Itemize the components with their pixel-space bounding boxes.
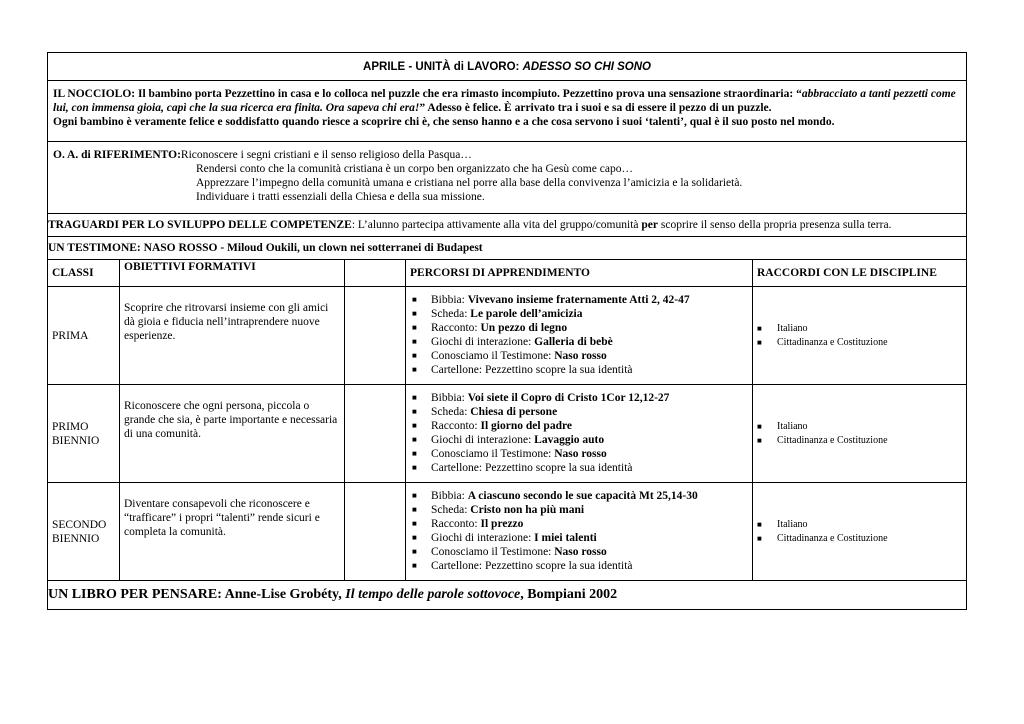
oa-item: Individuare i tratti essenziali della Chiesa e della sua missione.: [196, 191, 485, 203]
bullet-icon: ■: [412, 449, 417, 458]
bullet-icon: ■: [757, 337, 762, 347]
unit-title-prefix: APRILE - UNITÀ di LAVORO:: [363, 60, 523, 73]
bullet-icon: ■: [412, 309, 417, 318]
list-item: ■ Racconto: Il prezzo: [412, 518, 524, 530]
class-percorsi: [406, 385, 753, 483]
bullet-icon: ■: [412, 407, 417, 416]
raccordi-list: [753, 518, 966, 546]
list-item: ■ Giochi di interazione: I miei talenti: [412, 532, 597, 544]
list-item: ■ Cartellone: Pezzettino scopre la sua identità: [412, 462, 633, 474]
title-row: [48, 53, 967, 81]
oa-row: [48, 142, 967, 214]
empty-cell: [345, 483, 406, 581]
class-row: [48, 385, 967, 483]
class-name: PRIMA: [48, 287, 120, 385]
raccordi-list: [753, 420, 966, 448]
libro-row: [48, 581, 967, 610]
header-empty-cell: [345, 260, 406, 287]
header-raccordi: RACCORDI CON LE DISCIPLINE: [753, 260, 967, 287]
list-item: ■ Cittadinanza e Costituzione: [757, 336, 888, 348]
traguardi-label: TRAGUARDI PER LO SVILUPPO DELLE COMPETENZE: [48, 219, 352, 231]
list-item: ■ Cartellone: Pezzettino scopre la sua identità: [412, 560, 633, 572]
class-raccordi: [753, 483, 967, 581]
bullet-icon: ■: [412, 491, 417, 500]
percorsi-list: [406, 385, 752, 478]
list-item: ■ Cittadinanza e Costituzione: [757, 434, 888, 446]
traguardi-row: [48, 214, 967, 237]
class-raccordi: [753, 287, 967, 385]
list-item: ■ Scheda: Chiesa di persone: [412, 406, 558, 418]
class-percorsi: [406, 483, 753, 581]
testimone-section: UN TESTIMONE: NASO ROSSO - Miloud Oukili, un clown nei sotterranei di Budapest: [48, 237, 967, 260]
class-objective: Scoprire che ritrovarsi insieme con gli amici dà gioia e fiducia nell’intraprendere nuove esperienze.: [120, 287, 345, 385]
raccordi-list: [753, 322, 966, 350]
nocciolo-text-b: ” Adesso è felice. È arrivato tra i suoi e sa di essere il pezzo di un puzzle.: [419, 102, 772, 114]
testimone-row: [48, 237, 967, 260]
nocciolo-section: [48, 81, 967, 142]
list-item: ■ Scheda: Le parole dell’amicizia: [412, 308, 583, 320]
libro-prefix: UN LIBRO PER PENSARE: Anne-Lise Grobéty,: [48, 587, 346, 602]
class-objective: Riconoscere che ogni persona, piccola o grande che sia, è parte importante e necessaria di una comunità.: [120, 385, 345, 483]
bullet-icon: ■: [757, 323, 762, 333]
lesson-plan-document: [47, 52, 966, 610]
unit-title-name: ADESSO SO CHI SONO: [522, 60, 651, 73]
bullet-icon: ■: [412, 519, 417, 528]
list-item: ■ Racconto: Il giorno del padre: [412, 420, 572, 432]
bullet-icon: ■: [757, 519, 762, 529]
list-item: ■ Bibbia: Voi siete il Copro di Cristo 1Cor 12,12-27: [412, 392, 670, 404]
bullet-icon: ■: [412, 421, 417, 430]
list-item: ■ Italiano: [757, 322, 808, 334]
bullet-icon: ■: [412, 323, 417, 332]
oa-section: [48, 142, 967, 214]
header-percorsi: PERCORSI DI APPRENDIMENTO: [406, 260, 753, 287]
oa-item: Rendersi conto che la comunità cristiana è un corpo ben organizzato che ha Gesù come capo…: [196, 163, 633, 175]
unit-title: [48, 53, 967, 81]
bullet-icon: ■: [412, 435, 417, 444]
nocciolo-text-c: Ogni bambino è veramente felice e soddisfatto quando riesce a scoprire chi è, che senso hanno e a che cosa servono i suoi ‘talenti’, qual è il suo posto nel mondo.: [53, 116, 835, 128]
percorsi-list: [406, 287, 752, 380]
list-item: ■ Scheda: Cristo non ha più mani: [412, 504, 585, 516]
list-item: ■ Italiano: [757, 518, 808, 530]
bullet-icon: ■: [757, 435, 762, 445]
list-item: ■ Conosciamo il Testimone: Naso rosso: [412, 546, 607, 558]
list-item: ■ Italiano: [757, 420, 808, 432]
libro-section: [48, 581, 967, 610]
list-item: ■ Bibbia: A ciascuno secondo le sue capacità Mt 25,14-30: [412, 490, 698, 502]
class-percorsi: [406, 287, 753, 385]
list-item: ■ Racconto: Un pezzo di legno: [412, 322, 568, 334]
oa-label: O. A. di RIFERIMENTO:: [53, 149, 181, 161]
bullet-icon: ■: [412, 295, 417, 304]
class-name: SECONDO BIENNIO: [48, 483, 120, 581]
bullet-icon: ■: [412, 533, 417, 542]
class-objective: Diventare consapevoli che riconoscere e “trafficare” i propri “talenti” rende sicuri e completa la comunità.: [120, 483, 345, 581]
list-item: ■ Cittadinanza e Costituzione: [757, 532, 888, 544]
libro-title: Il tempo delle parole sottovoce: [345, 587, 521, 602]
empty-cell: [345, 385, 406, 483]
class-name: PRIMO BIENNIO: [48, 385, 120, 483]
traguardi-text-a: : L’alunno partecipa attivamente alla vita del gruppo/comunità: [351, 219, 642, 231]
list-item: ■ Conosciamo il Testimone: Naso rosso: [412, 448, 607, 460]
class-row: [48, 483, 967, 581]
list-item: ■ Cartellone: Pezzettino scopre la sua identità: [412, 364, 633, 376]
class-raccordi: [753, 385, 967, 483]
bullet-icon: ■: [757, 421, 762, 431]
traguardi-text-b: scoprire il senso della propria presenza sulla terra.: [658, 219, 892, 231]
nocciolo-row: [48, 81, 967, 142]
oa-item: Apprezzare l’impegno della comunità umana e cristiana nel porre alla base della convivenza l’amicizia e la solidarietà.: [196, 177, 743, 189]
list-item: ■ Giochi di interazione: Galleria di bebè: [412, 336, 613, 348]
nocciolo-quote: abbracciato a tanti pezzetti come lui, con immensa gioia, capì che la sua ricerca era finita. Ora sapeva chi era!: [53, 88, 956, 114]
bullet-icon: ■: [412, 337, 417, 346]
bullet-icon: ■: [412, 505, 417, 514]
bullet-icon: ■: [412, 393, 417, 402]
empty-cell: [345, 287, 406, 385]
list-item: ■ Giochi di interazione: Lavaggio auto: [412, 434, 605, 446]
header-obiettivi: OBIETTIVI FORMATIVI: [120, 260, 345, 287]
traguardi-bold: per: [641, 219, 658, 231]
bullet-icon: ■: [757, 533, 762, 543]
bullet-icon: ■: [412, 547, 417, 556]
list-item: ■ Bibbia: Vivevano insieme fraternamente Atti 2, 42-47: [412, 294, 690, 306]
bullet-icon: ■: [412, 561, 417, 570]
nocciolo-text-a: IL NOCCIOLO: Il bambino porta Pezzettino in casa e lo colloca nel puzzle che era rimasto incompiuto. Pezzettino prova una sensazione straordinaria: “: [53, 88, 802, 100]
header-row: [48, 260, 967, 287]
list-item: ■ Conosciamo il Testimone: Naso rosso: [412, 350, 607, 362]
traguardi-section: [48, 214, 967, 237]
oa-item: Riconoscere i segni cristiani e il senso religioso della Pasqua…: [180, 149, 472, 161]
lesson-plan-table: [47, 52, 967, 610]
libro-suffix: , Bompiani 2002: [520, 587, 618, 602]
bullet-icon: ■: [412, 365, 417, 374]
bullet-icon: ■: [412, 463, 417, 472]
header-classi: CLASSI: [48, 260, 120, 287]
class-row: [48, 287, 967, 385]
percorsi-list: [406, 483, 752, 576]
bullet-icon: ■: [412, 351, 417, 360]
